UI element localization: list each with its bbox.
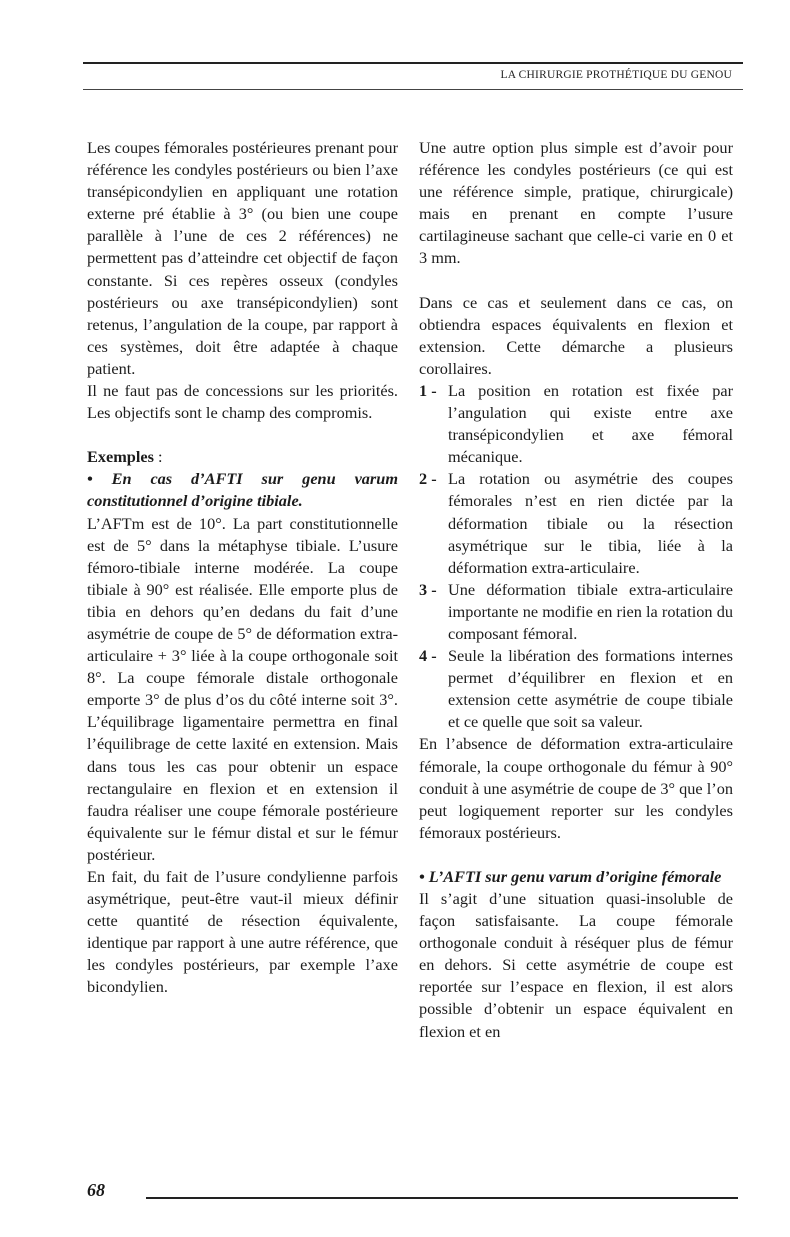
spacer — [419, 844, 733, 866]
corollary-list — [419, 380, 733, 734]
examples-heading — [87, 446, 398, 468]
list-number: 1 - — [419, 380, 437, 400]
paragraph: Une autre option plus simple est d’avoir pour référence les condyles postérieurs (ce qui est une référence simple, pratique, chirurgicale) mais en prenant en compte l’usure cartilagineuse sachant que celle-ci varie en 0 et 3 mm. — [419, 138, 733, 268]
list-number: 4 - — [419, 646, 437, 666]
paragraph: En fait, du fait de l’usure condylienne parfois asymétrique, peut-être vaut-il mieux définir cette quantité de résection équivalente, identique par rapport à une autre référence, que les condyles postérieurs, par exemple l’axe bicondylien. — [87, 867, 398, 997]
paragraph: L’AFTm est de 10°. La part constitutionnelle est de 5° dans la métaphyse tibiale. L’usure fémoro-tibiale interne modérée. La coupe tibiale à 90° est réalisée. Elle emporte plus de tibia en dehors qu’en dedans du fait d’une asymétrie de coupe de 5° de déformation extra-articulaire + 3° liée à la coupe orthogonale soit 8°. La coupe fémorale distale orthogonale emporte 3° de plus d’os du côté interne soit 3°. L’équilibrage ligamentaire permettra en final l’équilibrage de cette laxité en extension. Mais dans tous les cas pour obtenir un espace rectangulaire en flexion et en extension il faudra réaliser une coupe fémorale postérieure équivalente sur le fémur distal et sur le fémur postérieur. — [87, 513, 398, 864]
paragraph: Il ne faut pas de concessions sur les priorités. Les objectifs sont le champ des compromis. — [87, 381, 398, 423]
spacer — [87, 424, 398, 446]
list-text: Une déformation tibiale extra-articulaire importante ne modifie en rien la rotation du composant fémoral. — [448, 579, 733, 643]
footer-rule — [146, 1197, 738, 1199]
list-text: La rotation ou asymétrie des coupes fémorales n’est en rien dictée par la déformation tibiale ou la résection asymétrique sur le tibia, liée à la déformation extra-articulaire. — [448, 469, 733, 577]
list-number: 3 - — [419, 579, 437, 599]
spacer — [419, 270, 733, 292]
list-item — [419, 579, 733, 645]
list-text: Seule la libération des formations internes permet d’équilibrer en flexion et en extension cette asymétrie de coupe tibiale et ce quelle que soit sa valeur. — [448, 646, 733, 732]
right-column — [419, 137, 733, 1043]
paragraph: Il s’agit d’une situation quasi-insoluble de façon satisfaisante. La coupe fémorale orthogonale conduit à réséquer plus de fémur en dehors. Si cette asymétrie de coupe est reportée sur l’espace en flexion, il est alors possible d’obtenir un espace équivalent en flexion et en — [419, 889, 733, 1041]
paragraph: Dans ce cas et seulement dans ce cas, on obtiendra espaces équivalents en flexion et extension. Cette démarche a plusieurs corollaires. — [419, 292, 733, 378]
list-item — [419, 468, 733, 578]
list-item — [419, 645, 733, 733]
paragraph: En l’absence de déformation extra-articulaire fémorale, la coupe orthogonale du fémur à 90° conduit à une asymétrie de coupe de 3° que l’on peut logiquement reporter sur les condyles fémoraux postérieurs. — [419, 734, 733, 842]
page-number: 68 — [87, 1180, 105, 1200]
subheading: • En cas d’AFTI sur genu varum constitutionnel d’origine tibiale. — [87, 469, 398, 511]
examples-colon: : — [153, 447, 163, 467]
paragraph: Les coupes fémorales postérieures prenant pour référence les condyles postérieurs ou bien l’axe transépicondylien en appliquant une rotation externe pré établie à 3° (ou bien une coupe parallèle à l’une de ces 2 références) ne permettent pas d’atteindre cet objectif de façon constante. Si ces repères osseux (condyles postérieurs ou axe transépicondylien) sont retenus, l’angulation de la coupe, par rapport à ces systèmes, doit être adaptée à chaque patient. — [87, 138, 398, 378]
list-number: 2 - — [419, 469, 437, 489]
subheading: • L’AFTI sur genu varum d’origine fémorale — [419, 866, 722, 886]
header-rule — [83, 62, 743, 64]
examples-label: Exemples — [87, 447, 154, 467]
list-item — [419, 380, 733, 468]
header-rule-thin — [83, 89, 743, 90]
left-column — [87, 137, 398, 999]
list-text: La position en rotation est fixée par l’angulation qui existe entre axe transépicondylien et axe fémoral mécanique. — [448, 380, 733, 467]
running-head: LA CHIRURGIE PROTHÉTIQUE DU GENOU — [500, 69, 732, 81]
